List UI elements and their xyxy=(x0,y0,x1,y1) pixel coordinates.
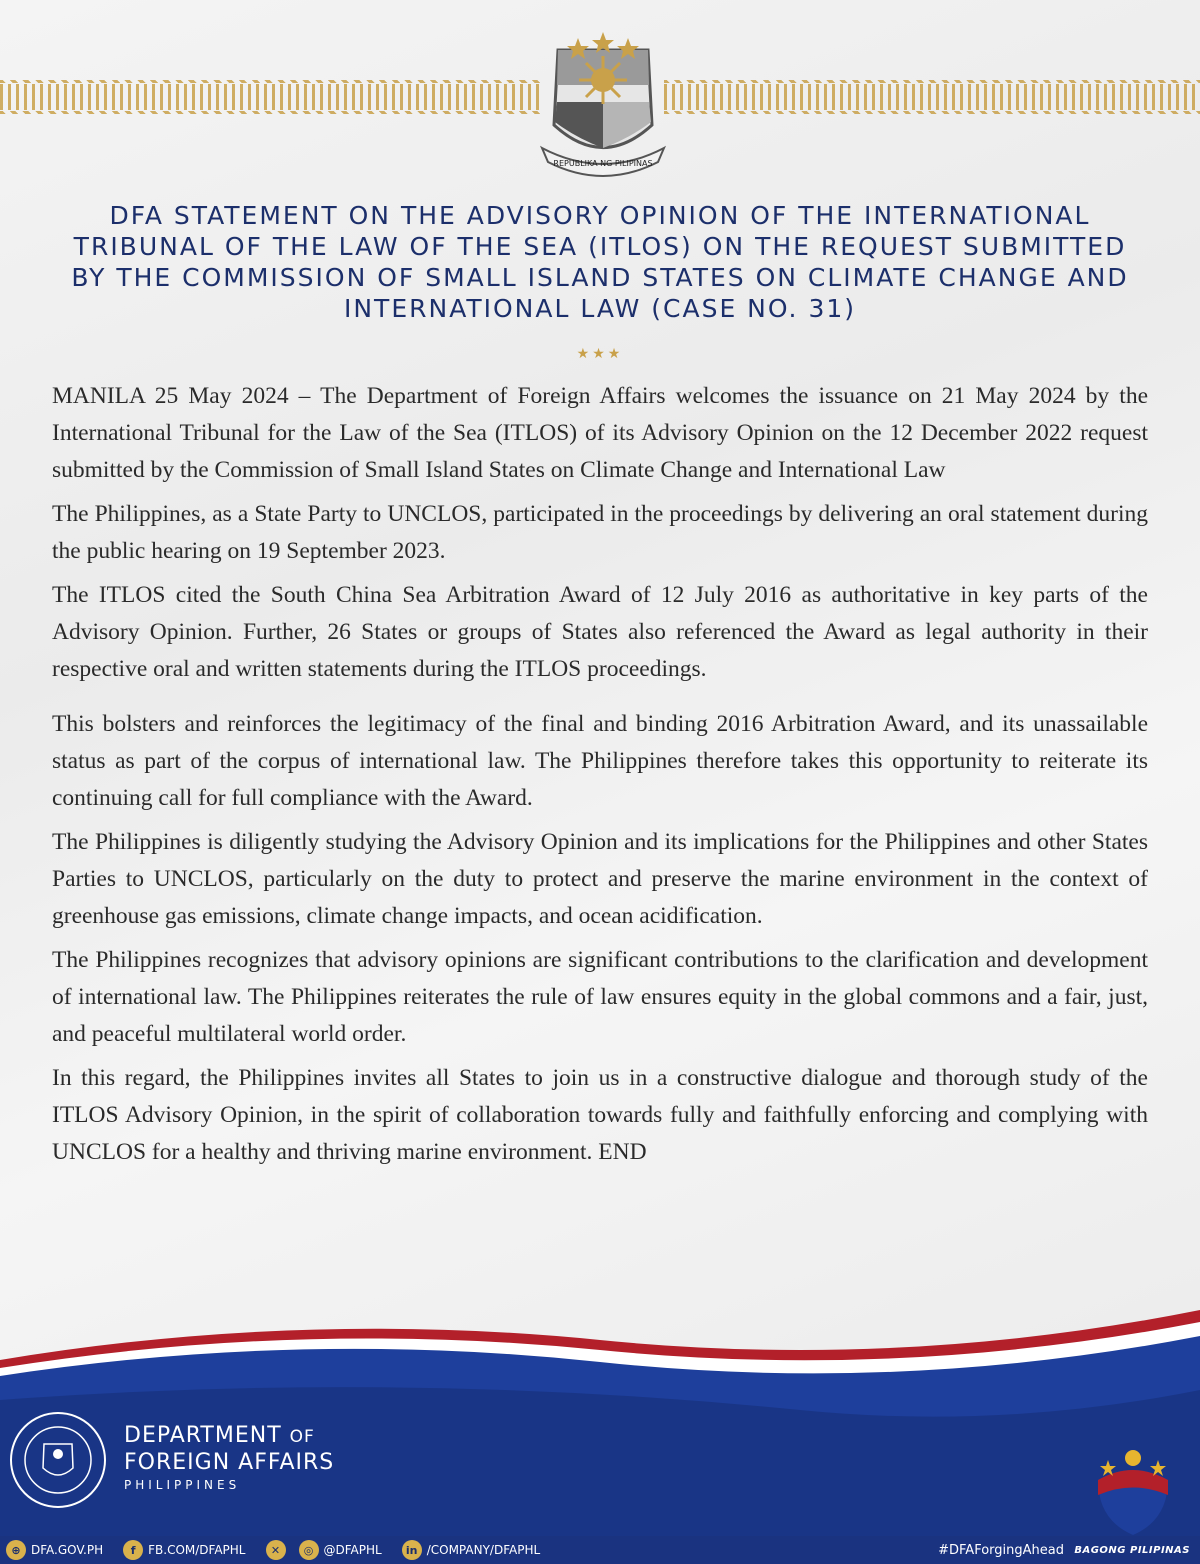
x-link[interactable] xyxy=(266,1540,291,1560)
paragraph-3: The ITLOS cited the South China Sea Arbitration Award of 12 July 2016 as authoritative in key parts of the Advisory Opinion. Further, 26 States or groups of States also referenced the Award as legal authority in their respective oral and written statements during the ITLOS proceedings. xyxy=(52,582,1148,682)
statement-title: DFA STATEMENT ON THE ADVISORY OPINION OF THE INTERNATIONAL TRIBUNAL OF THE LAW OF THE SEA (ITLOS) ON THE REQUEST SUBMITTED BY THE COMMISSION OF SMALL ISLAND STATES ON CLIMATE CHANGE AND INTERNATIONAL LAW (CASE NO. 31) xyxy=(71,201,1129,323)
three-stars-divider: ★★★ xyxy=(576,346,624,362)
website-link[interactable]: ⊕ DFA.GOV.PH xyxy=(6,1540,103,1560)
facebook-icon: f xyxy=(123,1540,143,1560)
instagram-link[interactable]: ◎ @DFAPHL xyxy=(299,1540,382,1560)
facebook-link[interactable]: f FB.COM/DFAPHL xyxy=(123,1540,245,1560)
paragraph-7: In this regard, the Philippines invites all States to join us in a constructive dialogue and thorough study of the ITLOS Advisory Opinion, in the spirit of collaboration towards fully and faithfully enforcing and complying with UNCLOS for a healthy and thriving marine environment. END xyxy=(52,1065,1148,1165)
philippine-coat-of-arms-seal xyxy=(528,30,678,180)
x-icon: ✕ xyxy=(266,1540,286,1560)
hashtag: #DFAForgingAhead xyxy=(938,1542,1064,1558)
instagram-icon: ◎ xyxy=(299,1540,319,1560)
paragraph-2: The Philippines, as a State Party to UNCLOS, participated in the proceedings by delivering an oral statement during the public hearing on 19 September 2023. xyxy=(52,501,1148,564)
bagong-pilipinas-logo xyxy=(1088,1440,1178,1540)
paragraph-4: This bolsters and reinforces the legitimacy of the final and binding 2016 Arbitration Award, and its unassailable status as part of the corpus of international law. The Philippines therefore takes this opportunity to reiterate its continuing call for full compliance with the Award. xyxy=(52,711,1148,811)
bagong-pilipinas-text: BAGONG PILIPINAS xyxy=(1074,1544,1190,1556)
linkedin-icon: in xyxy=(402,1540,422,1560)
statement-body xyxy=(52,378,1148,1178)
gold-ornament-border-right xyxy=(664,84,1200,110)
seal-ribbon-text: REPUBLIKA NG PILIPINAS xyxy=(553,159,653,168)
paragraph-6: The Philippines recognizes that advisory opinions are significant contributions to the clarification and development of international law. The Philippines reiterates the rule of law ensures equity in the global commons and a fair, just, and peaceful multilateral world order. xyxy=(52,947,1148,1047)
social-links-bar xyxy=(0,1536,1200,1564)
paragraph-1: MANILA 25 May 2024 – The Department of Foreign Affairs welcomes the issuance on 21 May 2024 by the International Tribunal for the Law of the Sea (ITLOS) of its Advisory Opinion on the 12 December 2022 request submitted by the Commission of Small Island States on Climate Change and International Law xyxy=(52,383,1148,483)
paragraph-5: The Philippines is diligently studying the Advisory Opinion and its implications for the Philippines and other States Parties to UNCLOS, particularly on the duty to protect and preserve the marine environment in the context of greenhouse gas emissions, climate change impacts, and ocean acidification. xyxy=(52,829,1148,929)
dfa-seal-icon xyxy=(8,1410,108,1510)
globe-icon: ⊕ xyxy=(6,1540,26,1560)
gold-ornament-border-left xyxy=(0,84,540,110)
department-name: DEPARTMENT OF FOREIGN AFFAIRS PHILIPPINES xyxy=(124,1423,335,1492)
linkedin-link[interactable]: in /COMPANY/DFAPHL xyxy=(402,1540,540,1560)
